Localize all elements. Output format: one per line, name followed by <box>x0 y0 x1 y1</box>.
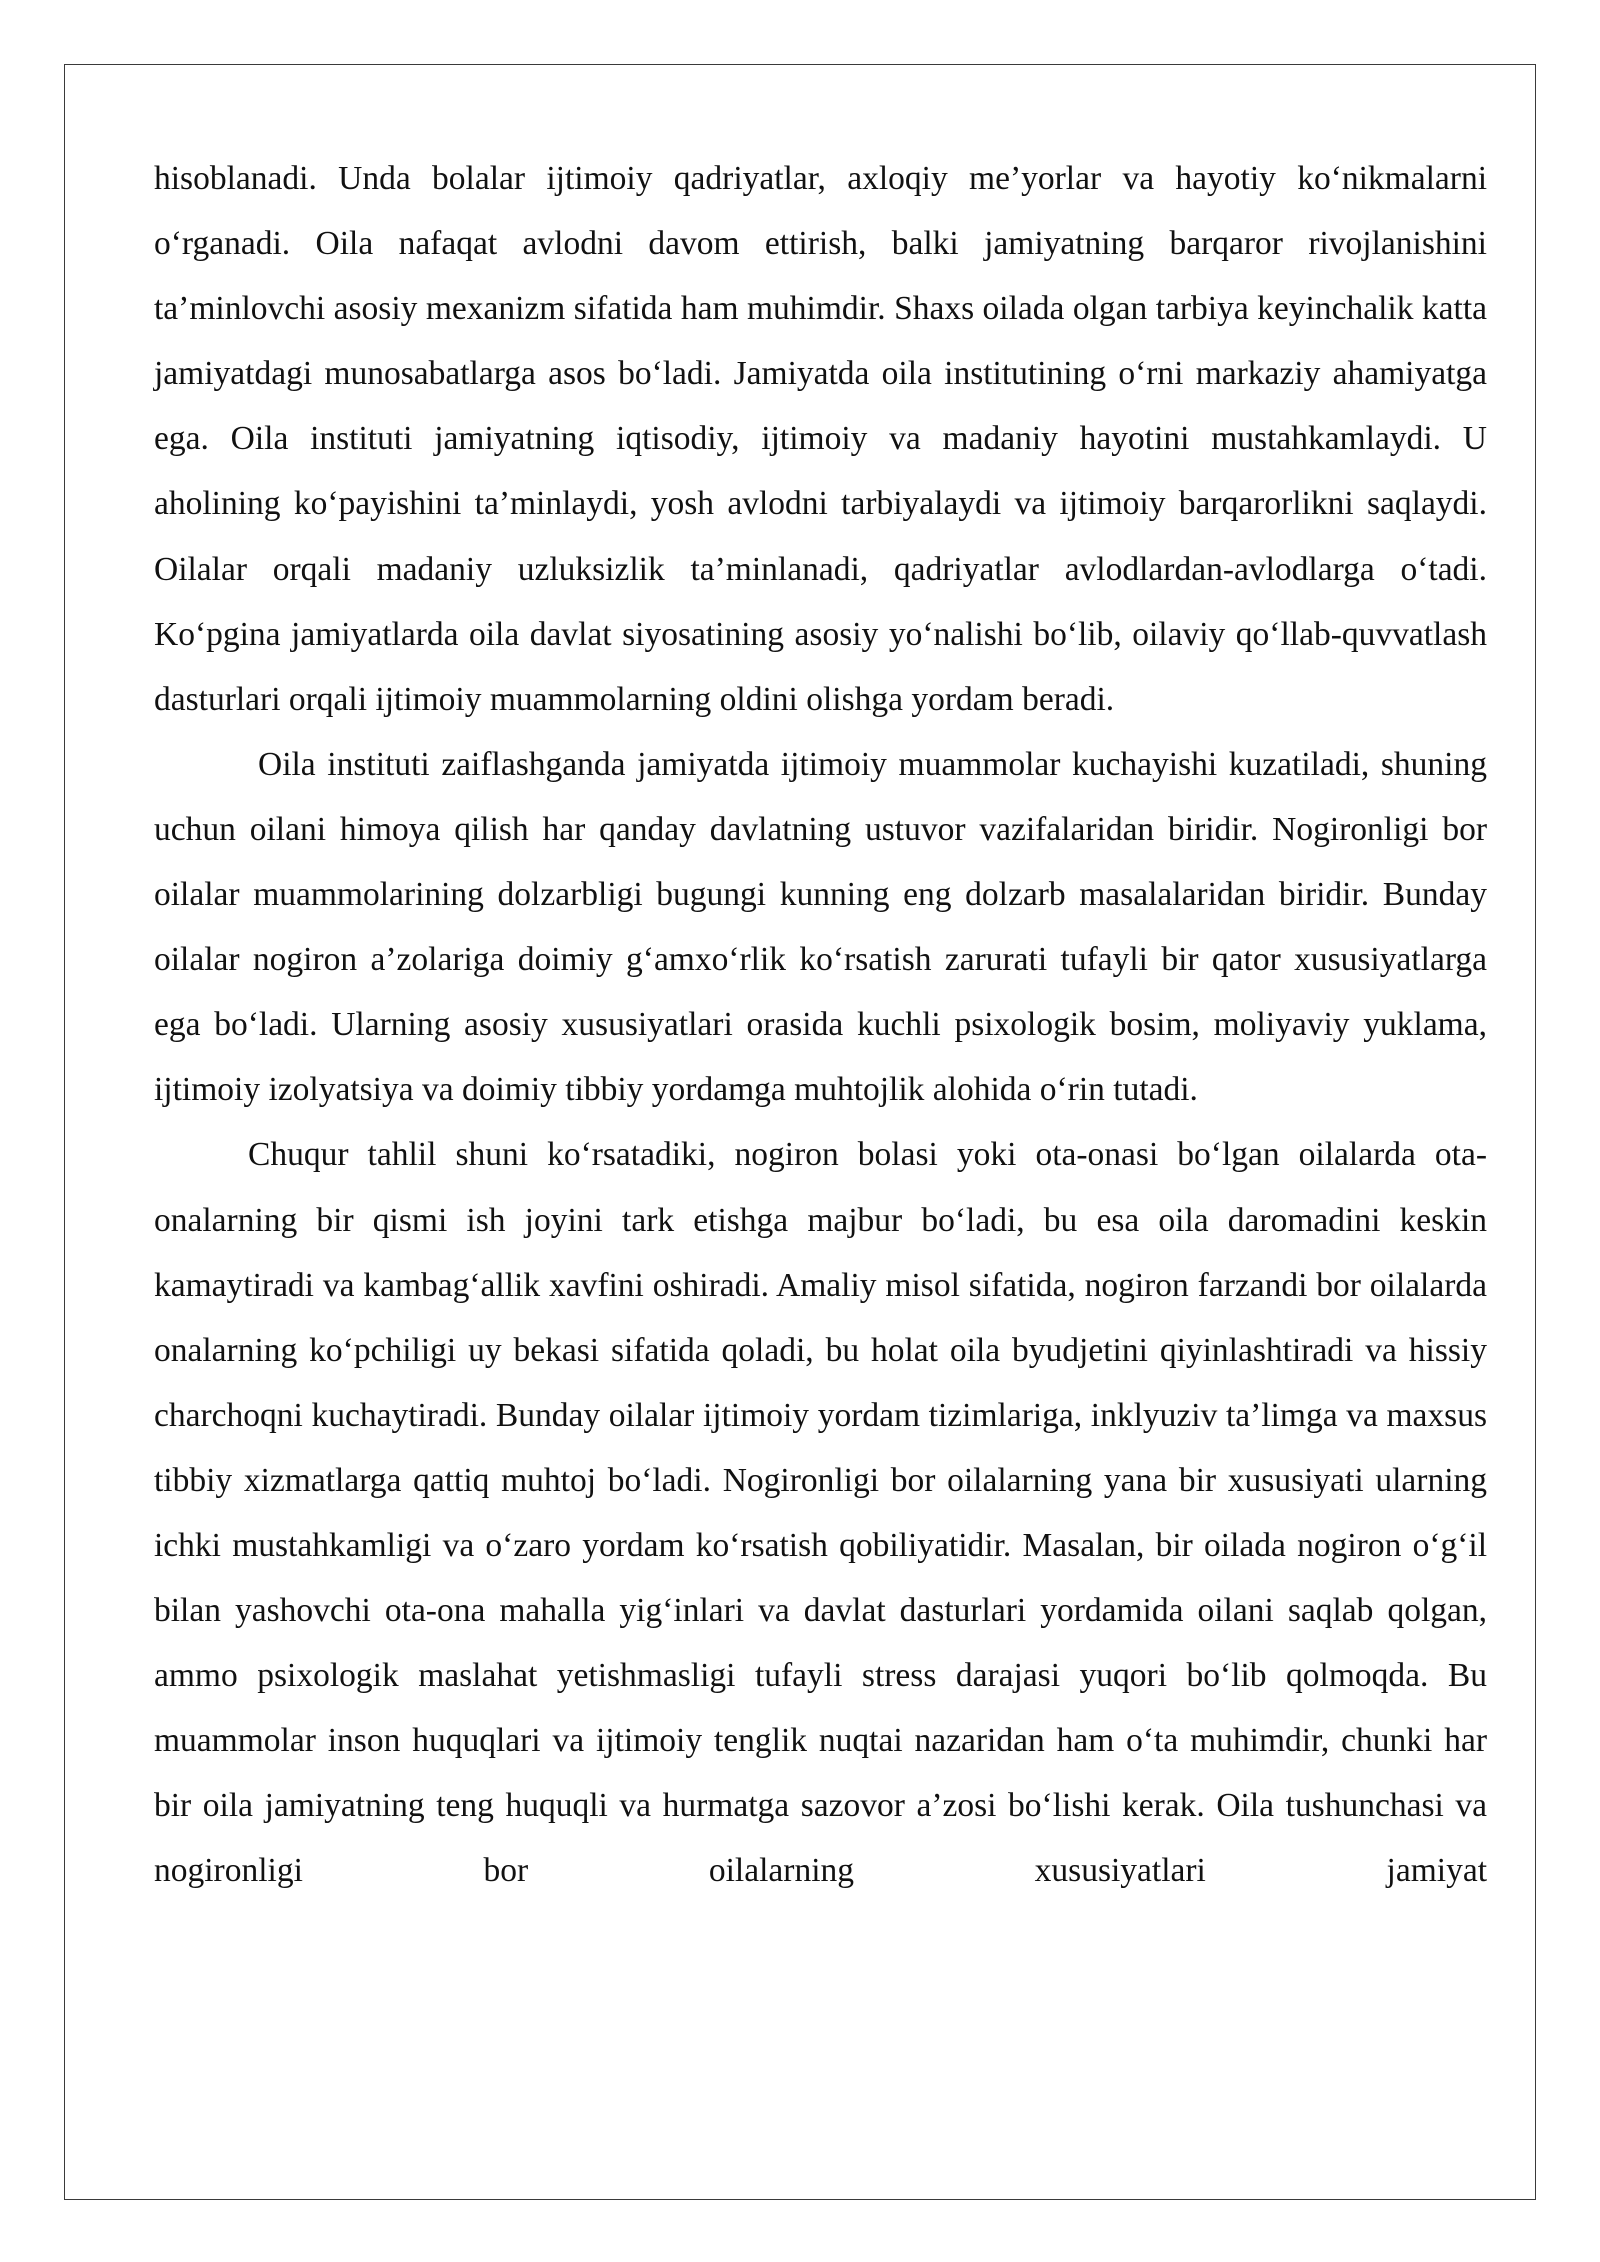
document-body <box>154 146 1487 1904</box>
paragraph-1: hisoblanadi. Unda bolalar ijtimoiy qadriyatlar, axloqiy me’yorlar va hayotiy ko‘nikmalarni o‘rganadi. Oila nafaqat avlodni davom ettirish, balki jamiyatning barqaror rivojlanishini ta’minlovchi asosiy mexanizm sifatida ham muhimdir. Shaxs oilada olgan tarbiya keyinchalik katta jamiyatdagi munosabatlarga asos bo‘ladi. Jamiyatda oila institutining o‘rni markaziy ahamiyatga ega. Oila instituti jamiyatning iqtisodiy, ijtimoiy va madaniy hayotini mustahkamlaydi. U aholining ko‘payishini ta’minlaydi, yosh avlodni tarbiyalaydi va ijtimoiy barqarorlikni saqlaydi. Oilalar orqali madaniy uzluksizlik ta’minlanadi, qadriyatlar avlodlardan-avlodlarga o‘tadi. Ko‘pgina jamiyatlarda oila davlat siyosatining asosiy yo‘nalishi bo‘lib, oilaviy qo‘llab-quvvatlash dasturlari orqali ijtimoiy muammolarning oldini olishga yordam beradi. <box>154 160 1487 718</box>
paragraph-2: Oila instituti zaiflashganda jamiyatda ijtimoiy muammolar kuchayishi kuzatiladi, shuning uchun oilani himoya qilish har qanday davlatning ustuvor vazifalaridan biridir. Nogironligi bor oilalar muammolarining dolzarbligi bugungi kunning eng dolzarb masalalaridan biridir. Bunday oilalar nogiron a’zolariga doimiy g‘amxo‘rlik ko‘rsatish zarurati tufayli bir qator xususiyatlarga ega bo‘ladi. Ularning asosiy xususiyatlari orasida kuchli psixologik bosim, moliyaviy yuklama, ijtimoiy izolyatsiya va doimiy tibbiy yordamga muhtojlik alohida o‘rin tutadi. <box>154 745 1487 1109</box>
paragraph-3: Chuqur tahlil shuni ko‘rsatadiki, nogiron bolasi yoki ota-onasi bo‘lgan oilalarda ota-onalarning bir qismi ish joyini tark etishga majbur bo‘ladi, bu esa oila daromadini keskin kamaytiradi va kambag‘allik xavfini oshiradi. Amaliy misol sifatida, nogiron farzandi bor oilalarda onalarning ko‘pchiligi uy bekasi sifatida qoladi, bu holat oila byudjetini qiyinlashtiradi va hissiy charchoqni kuchaytiradi. Bunday oilalar ijtimoiy yordam tizimlariga, inklyuziv ta’limga va maxsus tibbiy xizmatlarga qattiq muhtoj bo‘ladi. Nogironligi bor oilalarning yana bir xususiyati ularning ichki mustahkamligi va o‘zaro yordam ko‘rsatish qobiliyatidir. Masalan, bir oilada nogiron o‘g‘il bilan yashovchi ota-ona mahalla yig‘inlari va davlat dasturlari yordamida oilani saqlab qolgan, ammo psixologik maslahat yetishmasligi tufayli stress darajasi yuqori bo‘lib qolmoqda. Bu muammolar inson huquqlari va ijtimoiy tenglik nuqtai nazaridan ham o‘ta muhimdir, chunki har bir oila jamiyatning teng huquqli va hurmatga sazovor a’zosi bo‘lishi kerak. Oila tushunchasi va nogironligi bor oilalarning xususiyatlari jamiyat <box>154 1136 1487 1890</box>
